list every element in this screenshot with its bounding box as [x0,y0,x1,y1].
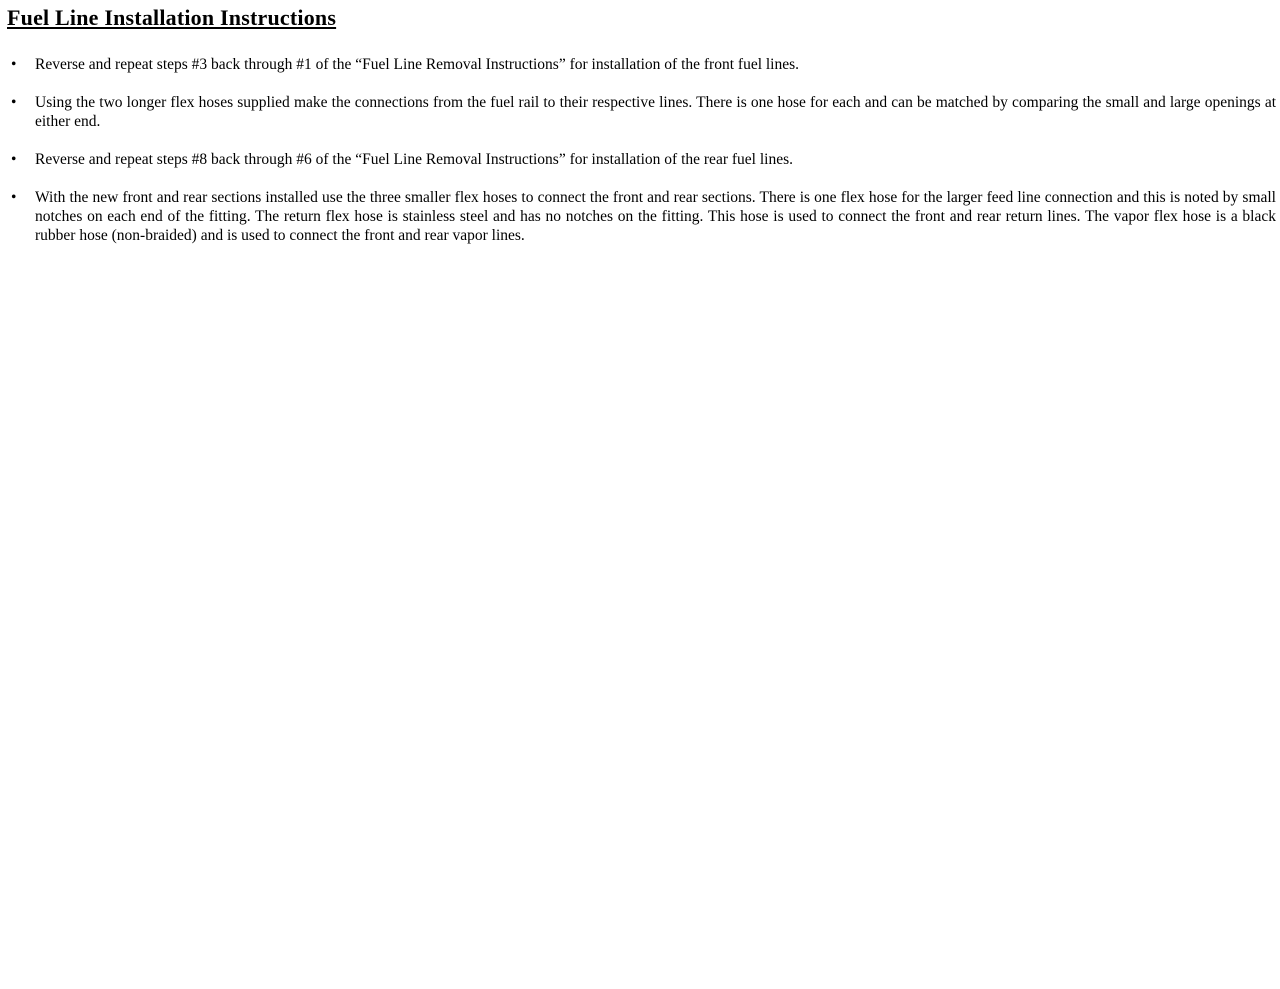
list-item [7,188,1276,245]
instruction-text: Reverse and repeat steps #3 back through #1 of the “Fuel Line Removal Instructions” for installation of the front fuel lines. [35,55,800,73]
instruction-list [7,55,1276,245]
instruction-text: Reverse and repeat steps #8 back through #6 of the “Fuel Line Removal Instructions” for installation of the rear fuel lines. [35,150,793,168]
bullet-icon: • [11,150,17,168]
bullet-icon: • [11,188,17,206]
bullet-icon: • [11,55,17,73]
page-title: Fuel Line Installation Instructions [7,5,337,30]
list-item [7,93,1276,131]
bullet-icon: • [11,93,17,111]
instruction-text: With the new front and rear sections installed use the three smaller flex hoses to connect the front and rear sections. There is one flex hose for the larger feed line connection and this is noted by small notches on each end of the fitting. The return flex hose is stainless steel and has no notches on the fitting. This hose is used to connect the front and rear return lines. The vapor flex hose is a black rubber hose (non-braided) and is used to connect the front and rear vapor lines. [35,188,1276,244]
instruction-text: Using the two longer flex hoses supplied make the connections from the fuel rail to their respective lines. There is one hose for each and can be matched by comparing the small and large openings at either end. [35,93,1276,130]
list-item [7,55,1276,74]
list-item [7,150,1276,169]
